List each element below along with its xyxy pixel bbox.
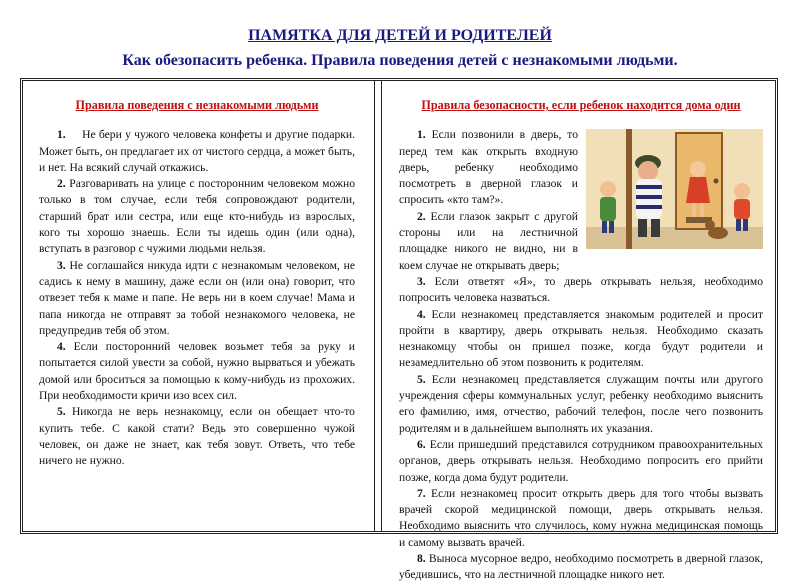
- rule-text: Не соглашайся никуда идти с незнакомым человеком, не садись к нему в машину, даже если он (или она) говорит, что отвезет тебя к маме и папе. Не верь ни в коем случае! Мама и папа никогда не отправят за тобой незнакомого человека, не предупредив тебя об этом.: [39, 258, 356, 337]
- rule-text: Если посторонний человек возьмет тебя за руку и попытается силой увести за собой, нужно вырваться и убежать домой или броситься за помощью к кому-нибудь из прохожих. При необходимости кричи изо всех сил.: [39, 340, 355, 403]
- rule-item: [399, 372, 763, 437]
- rule-number: 5.: [57, 405, 66, 419]
- rule-item: [39, 127, 358, 176]
- rule-number: 4.: [57, 340, 66, 354]
- rule-number: 3.: [57, 258, 66, 272]
- rule-number: 5.: [417, 372, 426, 386]
- page-title: ПАМЯТКА ДЛЯ ДЕТЕЙ И РОДИТЕЛЕЙ: [248, 27, 552, 44]
- left-heading: Правила поведения с незнакомыми людьми: [75, 98, 319, 112]
- rule-text: Не бери у чужого человека конфеты и другие подарки. Может быть, он предлагает их от чистого сердца, а может быть, и нет. На всякий случай откажись.: [39, 128, 358, 174]
- rule-text: Если пришедший представился сотрудником правоохранительных органов, дверь открывать нельзя. Необходимо попросить его прийти позже, когда дома будут родители.: [399, 437, 763, 484]
- rule-number: 8.: [417, 552, 426, 566]
- rule-item: [399, 274, 763, 307]
- rule-item: [39, 339, 355, 404]
- rule-text: Если незнакомец просит открыть дверь для того чтобы вызвать врачей скорой медицинской помощи, дверь открывать нельзя. Необходимо выяснить что случилось, кому нужна медицинская помощь и самому вызвать врачей.: [399, 486, 763, 549]
- door-illustration: [586, 129, 763, 249]
- rule-text: Если позвонили в дверь, то перед тем как открыть входную дверь, ребенку необходимо посмотреть в дверной глазок и спросить «кто там?».: [399, 128, 578, 207]
- left-column: [39, 97, 358, 470]
- rule-text: Никогда не верь незнакомцу, если он обещает что-то купить тебе. С какой стати? Ведь это совершенно чужой человек, он даже не знает, как тебя зовут. Ответь, что тебе ничего не нужно.: [39, 405, 355, 468]
- rule-number: 2.: [57, 177, 66, 191]
- rule-item: [39, 404, 355, 469]
- right-column: [399, 97, 763, 584]
- right-heading: Правила безопасности, если ребенок находится дома один: [421, 98, 741, 112]
- rule-text: Разговаривать на улице с посторонним человеком можно только в том случае, если тебя сопровождают родители, старший брат или сестра, или еще кто-нибудь из взрослых, кого ты хорошо знаешь. Если ты идешь один (или одна), вступать в разговор с чужими людьми нельзя.: [39, 177, 355, 256]
- rule-number: 4.: [417, 307, 426, 321]
- rule-item: [399, 486, 763, 551]
- rule-number: 6.: [417, 437, 426, 451]
- rule-number: 2.: [417, 209, 426, 223]
- rule-item: [399, 551, 763, 584]
- rule-text: Если незнакомец представляется знакомым родителей и просит пройти в квартиру, дверь открывать нельзя. Необходимо сказать незнакомцу чтобы он пришел позже, когда будут родители и незамедлительно об этом позвонить к родителям.: [399, 307, 763, 370]
- rule-number: 7.: [417, 486, 426, 500]
- rule-item: [399, 437, 763, 486]
- page-subtitle: Как обезопасить ребенка. Правила поведения детей с незнакомыми людьми.: [122, 52, 678, 69]
- rule-text: Выноса мусорное ведро, необходимо посмотреть в дверной глазок, убедившись, что на лестничной площадке никого нет.: [399, 552, 764, 582]
- rule-number: 1.: [417, 128, 426, 142]
- rule-text: Если незнакомец представляется служащим почты или другого учреждения сферы коммунальных услуг, ребенку необходимо выяснить его фамилию, имя, отчество, рабочий телефон, после чего позвонить родителям и в дальнейшем выполнять их указания.: [399, 372, 763, 435]
- rule-item: [39, 258, 355, 339]
- rule-number: 1.: [57, 128, 66, 142]
- rule-number: 3.: [417, 274, 426, 288]
- column-divider: [374, 81, 382, 531]
- rule-text: Если глазок закрыт с другой стороны или на лестничной площадке никого не видно, ни в коем случае не открывать дверь;: [399, 209, 578, 272]
- content-frame: [20, 78, 778, 582]
- rule-item: [39, 176, 355, 257]
- rule-item: [399, 307, 763, 372]
- rule-text: Если ответят «Я», то дверь открывать нельзя, необходимо попросить человека назваться.: [399, 274, 763, 305]
